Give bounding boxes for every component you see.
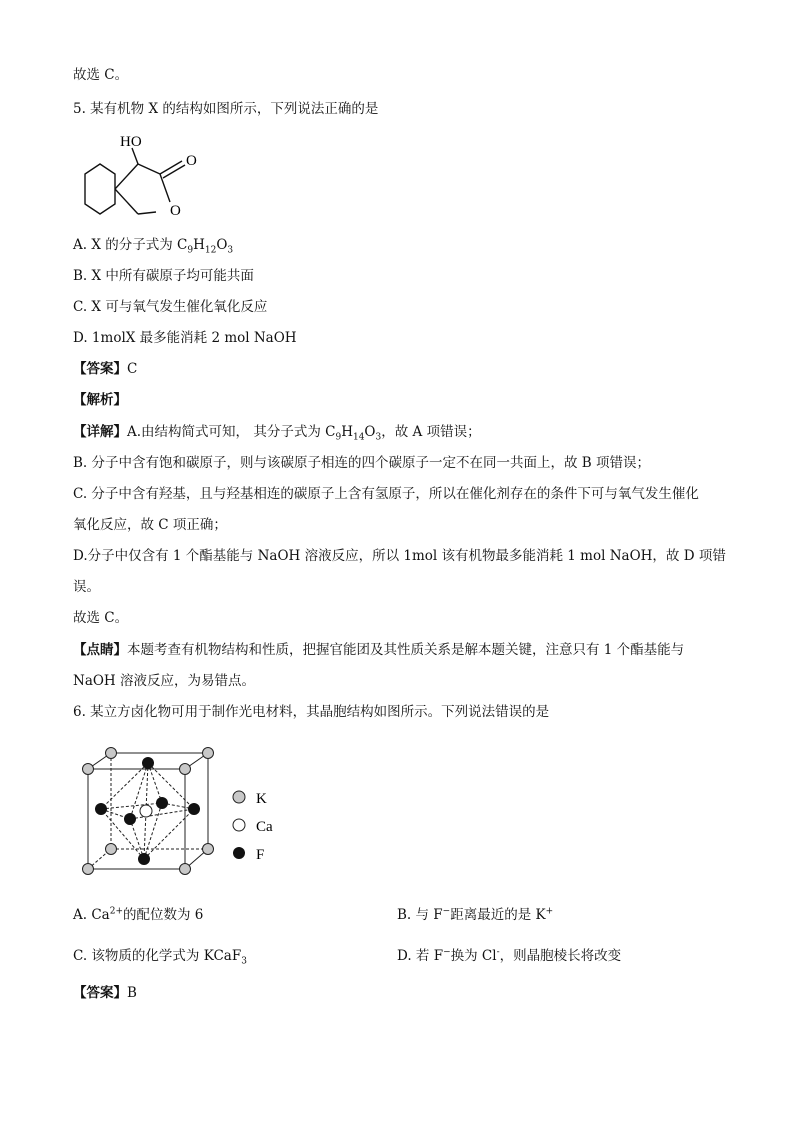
option-6d-text: ，则晶胞棱长将改变	[499, 948, 622, 964]
option-6d-text: D. 若 F	[397, 948, 444, 964]
legend-k-marker	[233, 791, 245, 803]
subscript: 3	[241, 956, 247, 967]
option-6d-text: 换为 Cl	[450, 948, 497, 964]
explain-b: B. 分子中含有饱和碳原子，则与该碳原子相连的四个碳原子一定不在同一共面上，故 B 项错误；	[73, 455, 651, 471]
superscript: −	[442, 906, 451, 917]
legend-ca-marker	[233, 819, 245, 831]
answer-value: B	[127, 985, 137, 1001]
superscript: 2+	[109, 906, 123, 917]
option-6d	[397, 947, 621, 965]
explain-c-line1: C. 分子中含有羟基，且与羟基相连的碳原子上含有氢原子，所以在催化剂存在的条件下可与氧气发生催化	[73, 486, 699, 502]
f-atom	[156, 797, 168, 809]
option-6a	[73, 906, 203, 924]
k-atom	[106, 748, 117, 759]
k-atom	[180, 864, 191, 875]
text-line: 故选 C。	[73, 67, 129, 83]
subscript: 3	[227, 245, 234, 256]
option-5c: C. X 可与氧气发生催化氧化反应	[73, 299, 268, 315]
option-6c	[73, 947, 247, 965]
f-atom	[124, 813, 136, 825]
explain-text: O	[364, 424, 376, 440]
k-atom	[83, 764, 94, 775]
k-atom	[203, 844, 214, 855]
answer-tag: 【答案】	[73, 361, 127, 377]
key-point-text: 本题考查有机物结构和性质，把握官能团及其性质关系是解本题关键，注意只有 1 个酯基能与	[127, 642, 685, 658]
explain-text: A.由结构简式可知， 其分子式为 C	[127, 424, 336, 440]
superscript: -	[496, 947, 500, 958]
question-6-stem: 6. 某立方卤化物可用于制作光电材料，其晶胞结构如图所示。下列说法错误的是	[73, 704, 550, 720]
f-atom	[142, 757, 154, 769]
option-6b	[397, 906, 553, 924]
subscript: 9	[187, 245, 194, 256]
option-5b: B. X 中所有碳原子均可能共面	[73, 268, 254, 284]
subscript: 12	[204, 245, 217, 256]
key-point-line2: NaOH 溶液反应，为易错点。	[73, 673, 255, 689]
option-6b-text: B. 与 F	[397, 907, 443, 923]
answer-6	[73, 984, 137, 1002]
option-5a-text: H	[193, 237, 205, 253]
option-6c-text: C. 该物质的化学式为 KCaF	[73, 948, 242, 964]
question-5-stem: 5. 某有机物 X 的结构如图所示，下列说法正确的是	[73, 101, 379, 117]
subscript: 14	[352, 432, 365, 443]
explain-text: ，故 A 项错误；	[381, 424, 481, 440]
legend-f-label: F	[256, 847, 265, 863]
superscript: +	[545, 906, 554, 917]
explain-c-line2: 氧化反应，故 C 项正确；	[73, 517, 227, 533]
molecule-x-structure	[70, 124, 220, 224]
carbonyl-o-label: O	[186, 153, 197, 169]
text-line: 故选 C。	[73, 610, 129, 626]
explain-text: H	[341, 424, 353, 440]
subscript: 9	[335, 432, 342, 443]
f-atom	[138, 853, 150, 865]
answer-tag: 【答案】	[73, 985, 127, 1001]
option-6a-text: 的配位数为 6	[123, 907, 204, 923]
option-6a-text: A. Ca	[73, 907, 110, 923]
k-atom	[180, 764, 191, 775]
option-5a	[73, 236, 233, 254]
legend-k-label: K	[256, 791, 267, 807]
option-5a-text: A. X 的分子式为 C	[73, 237, 188, 253]
answer-value: C	[127, 361, 138, 377]
explain-tag: 【详解】	[73, 424, 127, 440]
ca-atom	[140, 805, 152, 817]
option-5d: D. 1molX 最多能消耗 2 mol NaOH	[73, 330, 297, 346]
answer-5	[73, 360, 137, 378]
key-point-tag: 【点睛】	[73, 642, 127, 658]
k-atom	[83, 864, 94, 875]
subscript: 3	[375, 432, 382, 443]
analysis-tag: 【解析】	[73, 392, 127, 408]
explain-d-line1: D.分子中仅含有 1 个酯基能与 NaOH 溶液反应，所以 1mol 该有机物最多能消耗 1 mol NaOH，故 D 项错	[73, 548, 726, 564]
ho-label: HO	[120, 134, 142, 150]
option-6b-text: 距离最近的是 K	[450, 907, 546, 923]
explain-a	[73, 423, 481, 441]
ring-o-label: O	[170, 203, 181, 219]
f-atom	[188, 803, 200, 815]
k-atom	[106, 844, 117, 855]
key-point-line1	[73, 641, 684, 659]
f-atom	[95, 803, 107, 815]
legend-ca-label: Ca	[256, 819, 273, 835]
crystal-cell-figure	[76, 745, 286, 885]
option-5a-text: O	[216, 237, 228, 253]
explain-d-line2: 误。	[73, 579, 100, 595]
k-atom	[203, 748, 214, 759]
legend-f-marker	[233, 847, 245, 859]
superscript: −	[443, 947, 451, 958]
